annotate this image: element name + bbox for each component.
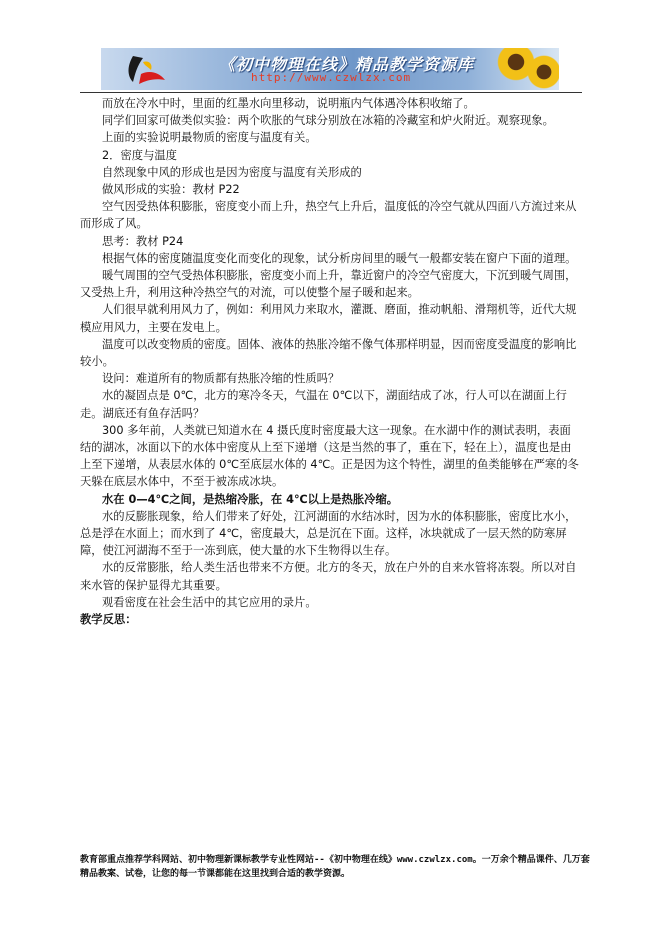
paragraph: 温度可以改变物质的密度。固体、液体的热胀冷缩不像气体那样明显，因而密度受温度的影响比较小。	[80, 337, 577, 369]
paragraph: 水的凝固点是 0℃，北方的寒冷冬天，气温在 0℃以下，湖面结成了冰，行人可以在湖面上行走。湖底还有鱼存活吗？	[80, 389, 567, 420]
header-banner	[101, 48, 559, 90]
site-logo-icon	[123, 52, 169, 86]
paragraph: 水的反常膨胀，给人类生活也带来不方便。北方的冬天，放在户外的自来水管将冻裂。所以对自来水管的保护显得尤其重要。	[80, 561, 577, 592]
paragraph: 300 多年前，人类就已知道水在 4 摄氏度时密度最大这一现象。在水湖中作的测试表明，表面结的湖冰，冰面以下的水体中密度从上至下递增（这是当然的事了，重在下，轻在上），温度也是由上至下递增，从表层水体的 0℃至底层水体的 4℃。正是因为这个特性，湖里的鱼类能够在严寒的冬天躲在底层水体中，不至于被冻成冰块。	[80, 423, 579, 489]
section-heading: 2．密度与温度	[102, 148, 177, 162]
paragraph: 观看密度在社会生活中的其它应用的录片。	[102, 595, 317, 609]
paragraph: 人们很早就利用风力了，例如：利用风力来取水，灌溉、磨面，推动帆船、滑翔机等，近代大规模应用风力，主要在发电上。	[80, 303, 577, 334]
paragraph: 思考：教材 P24	[102, 234, 184, 248]
reflection-heading: 教学反思：	[80, 613, 137, 627]
sunflower-icon	[526, 54, 559, 90]
paragraph: 根据气体的密度随温度变化而变化的现象，试分析房间里的暖气一般都安装在窗户下面的道理。	[102, 251, 577, 265]
paragraph: 暖气周围的空气受热体积膨胀，密度变小而上升，靠近窗户的冷空气密度大，下沉到暖气周围，又受热上升，利用这种冷热空气的对流，可以使整个屋子暖和起来。	[80, 269, 577, 300]
paragraph: 同学们回家可做类似实验：两个吹胀的气球分别放在冰箱的冷藏室和炉火附近。观察现象。	[102, 114, 554, 128]
paragraph: 而放在冷水中时，里面的红墨水向里移动，说明瓶内气体遇冷体积收缩了。	[102, 97, 475, 110]
paragraph: 水的反膨胀现象，给人们带来了好处，江河湖面的水结冰时，因为水的体积膨胀，密度比水小，总是浮在水面上；而水到了 4℃，密度最大，总是沉在下面。这样，冰块就成了一层天然的防寒屏障，使江河湖海不至于一冻到底，使大量的水下生物得以生存。	[80, 509, 577, 558]
question-paragraph: 设问：难道所有的物质都有热胀冷缩的性质吗？	[102, 372, 340, 386]
paragraph: 空气因受热体积膨胀，密度变小而上升，热空气上升后，温度低的冷空气就从四面八方流过来从而形成了风。	[80, 200, 577, 231]
banner-url[interactable]: http://www.czwlzx.com	[251, 71, 412, 84]
banner-title: 《初中物理在线》精品教学资源库	[219, 55, 475, 74]
header-divider	[80, 92, 582, 93]
lesson-content	[80, 95, 582, 628]
paragraph: 上面的实验说明最物质的密度与温度有关。	[102, 131, 317, 145]
paragraph: 自然现象中风的形成也是因为密度与温度有关形成的	[102, 165, 362, 179]
page-footer: 教育部重点推荐学科网站、初中物理新课标教学专业性网站--《初中物理在线》www.czwlzx.com。一万余个精品课件、几万套精品教案、试卷，让您的每一节课都能在这里找到合适的教学资源。	[80, 855, 590, 879]
paragraph: 做风形成的实验：教材 P22	[102, 183, 240, 197]
key-conclusion: 水在 0—4℃之间，是热缩冷胀，在 4℃以上是热胀冷缩。	[102, 492, 399, 506]
